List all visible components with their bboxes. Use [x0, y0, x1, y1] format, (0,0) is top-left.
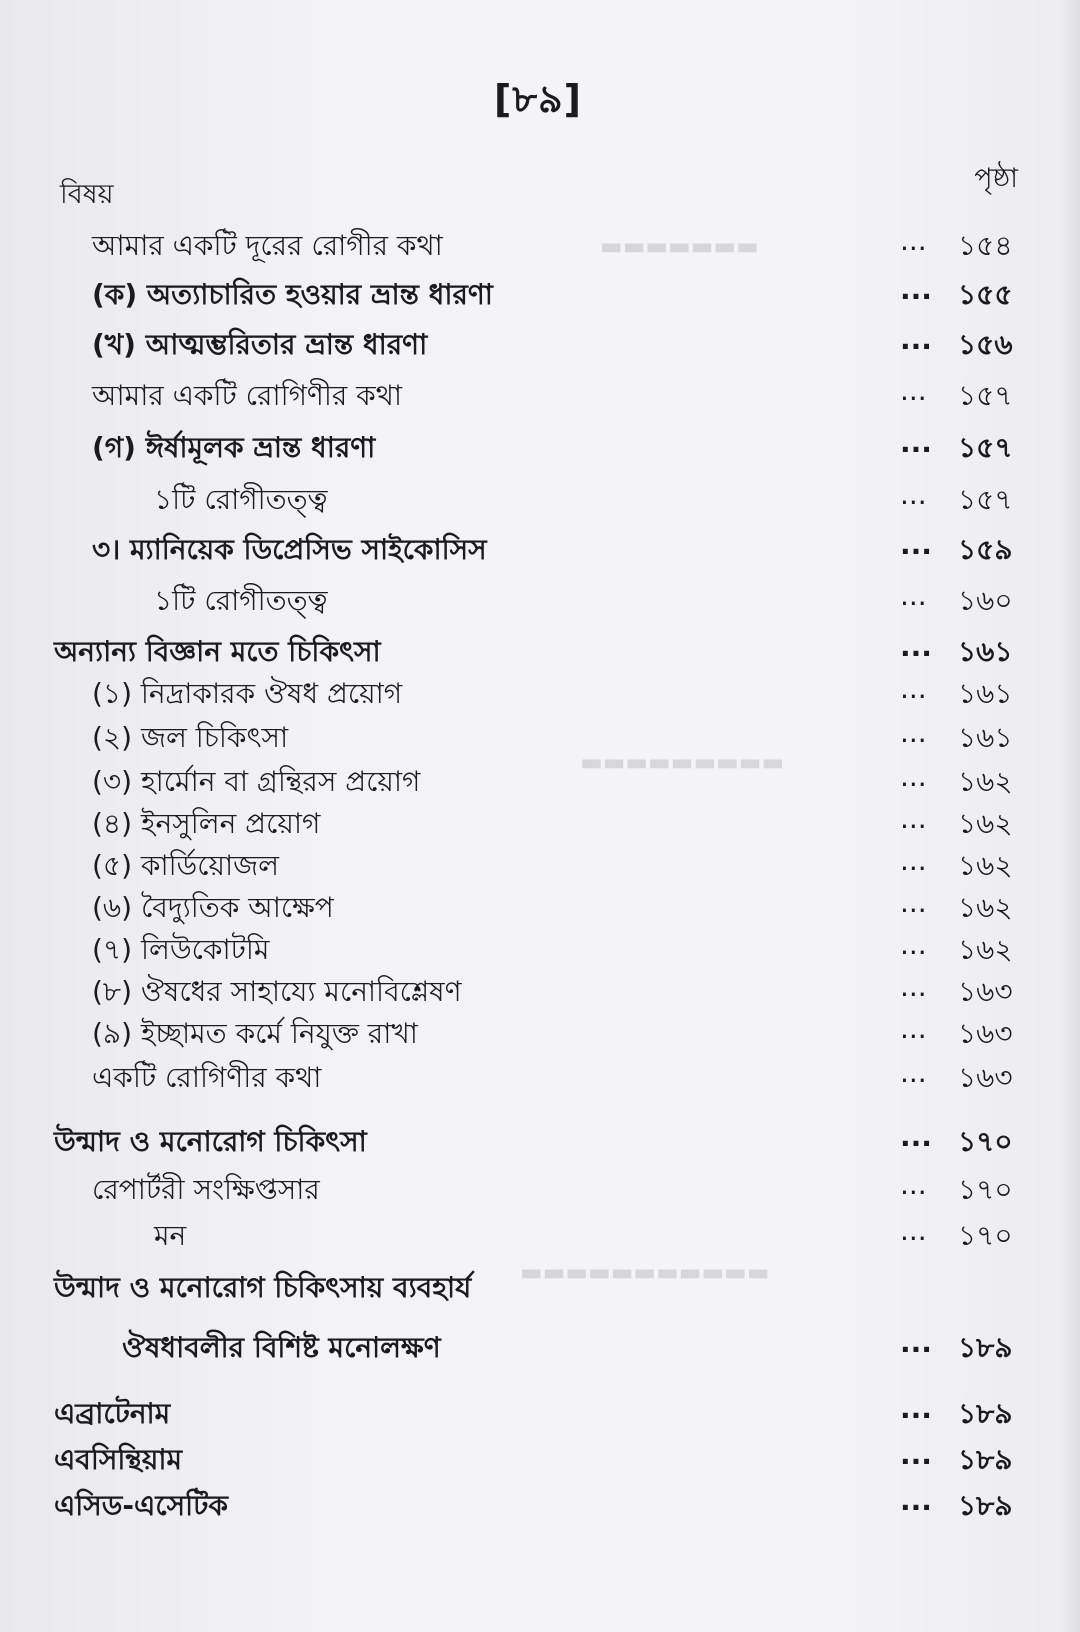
toc-entry-title: ৩। ম্যানিয়েক ডিপ্রেসিভ সাইকোসিস: [92, 533, 487, 566]
toc-entry-title: অন্যান্য বিজ্ঞান মতে চিকিৎসা: [54, 635, 381, 668]
toc-entry: [0, 970, 1080, 1010]
toc-leader: ...: [900, 672, 927, 705]
toc-entry-page: ১৫৭: [958, 431, 1013, 464]
toc-entry: [0, 1012, 1080, 1052]
toc-entry: [0, 224, 1080, 264]
toc-leader: ...: [900, 374, 927, 407]
toc-entry-page: ১৭০: [958, 1125, 1013, 1158]
toc-entry: [0, 844, 1080, 884]
toc-entry-page: ১৬৩: [958, 975, 1013, 1008]
toc-leader: ...: [900, 844, 927, 877]
toc-entry-title: (ক) অত্যাচারিত হওয়ার ভ্রান্ত ধারণা: [92, 278, 493, 311]
toc-entry: [0, 1392, 1080, 1432]
toc-entry-page: ১৭০: [958, 1219, 1013, 1252]
toc-entry: [0, 760, 1080, 800]
toc-entry-title: উন্মাদ ও মনোরোগ চিকিৎসায় ব্যবহার্য: [54, 1271, 472, 1304]
toc-entry-page: ১৮৯: [958, 1443, 1013, 1476]
column-heading-subject: বিষয়: [60, 179, 114, 210]
toc-entry: [0, 426, 1080, 466]
toc-entry-page: ১৮৯: [958, 1331, 1013, 1364]
toc-entry-title: (গ) ঈর্ষামূলক ভ্রান্ত ধারণা: [92, 431, 376, 464]
toc-entry-page: ১৮৯: [958, 1489, 1013, 1522]
toc-leader: ...: [900, 1168, 927, 1201]
toc-entry-title: এবসিন্থিয়াম: [54, 1443, 183, 1476]
toc-entry: [0, 802, 1080, 842]
toc-entry-title: ১টি রোগীতত্ত্ব: [154, 483, 328, 516]
page-number-mark: [৮৯]: [494, 77, 583, 121]
toc-leader: ...: [900, 1326, 932, 1359]
toc-entry-title: (২) জল চিকিৎসা: [92, 721, 289, 754]
toc-entry-title: (খ) আত্মম্ভরিতার ভ্রান্ত ধারণা: [92, 328, 428, 361]
bleed-through: ▬▬▬▬▬▬▬: [600, 232, 759, 260]
toc-leader: ...: [900, 886, 927, 919]
toc-entry: [0, 1120, 1080, 1160]
toc-entry-title: আমার একটি রোগিণীর কথা: [92, 379, 403, 412]
toc-entry: [0, 1056, 1080, 1096]
toc-entry-page: ১৬২: [958, 891, 1013, 924]
toc-entry-title: ১টি রোগীতত্ত্ব: [154, 584, 328, 617]
toc-entry-title: এসিড-এসেটিক: [54, 1489, 228, 1522]
toc-entry: [0, 630, 1080, 670]
toc-entry-page: ১৬১: [958, 721, 1013, 754]
toc-entry: [0, 928, 1080, 968]
toc-entry-page: ১৫৭: [958, 483, 1013, 516]
toc-entry-title: (১) নিদ্রাকারক ঔষধ প্রয়োগ: [92, 677, 403, 710]
toc-entry-page: ১৭০: [958, 1173, 1013, 1206]
toc-leader: ...: [900, 1012, 927, 1045]
toc-entry-page: ১৬১: [958, 677, 1013, 710]
toc-entry-title: (৭) লিউকোটমি: [92, 933, 270, 966]
toc-leader: ...: [900, 1392, 932, 1425]
toc-entry-title: আমার একটি দূরের রোগীর কথা: [92, 229, 443, 262]
toc-entry-page: ১৬২: [958, 933, 1013, 966]
toc-leader: ...: [900, 426, 932, 459]
toc-entry: [0, 323, 1080, 363]
toc-entry-page: ১৬২: [958, 765, 1013, 798]
toc-entry: [0, 1326, 1080, 1366]
toc-entry: [0, 579, 1080, 619]
toc-entry-title: রেপার্টরী সংক্ষিপ্তসার: [92, 1173, 320, 1206]
toc-leader: ...: [900, 323, 932, 356]
toc-entry: [0, 1484, 1080, 1524]
toc-leader: ...: [900, 1056, 927, 1089]
toc-leader: ...: [900, 1214, 927, 1247]
toc-entry: [0, 1214, 1080, 1254]
toc-leader: ...: [900, 273, 932, 306]
toc-leader: ...: [900, 716, 927, 749]
toc-entry: [0, 1438, 1080, 1478]
toc-entry-page: ১৮৯: [958, 1397, 1013, 1430]
toc-entry: [0, 478, 1080, 518]
toc-entry-title: (৩) হার্মোন বা গ্রন্থিরস প্রয়োগ: [92, 765, 421, 798]
toc-leader: ...: [900, 970, 927, 1003]
toc-entry: [0, 528, 1080, 568]
toc-entry-title: এব্রাটেনাম: [54, 1397, 171, 1430]
toc-entry: [0, 672, 1080, 712]
toc-entry-title: একটি রোগিণীর কথা: [92, 1061, 322, 1094]
toc-entry: [0, 1168, 1080, 1208]
toc-entry-page: ১৬১: [958, 635, 1013, 668]
toc-leader: ...: [900, 1438, 932, 1471]
toc-entry-page: ১৫৬: [958, 328, 1013, 361]
toc-entry: [0, 374, 1080, 414]
toc-leader: ...: [900, 224, 927, 257]
toc-entry-page: ১৬০: [958, 584, 1013, 617]
toc-entry-page: ১৬২: [958, 849, 1013, 882]
toc-entry: [0, 273, 1080, 313]
toc-entry-title: উন্মাদ ও মনোরোগ চিকিৎসা: [54, 1125, 367, 1158]
bleed-through: ▬▬▬▬▬▬▬▬▬▬▬: [520, 1258, 770, 1286]
toc-entry-page: ১৫৭: [958, 379, 1013, 412]
toc-entry-page: ১৬৩: [958, 1017, 1013, 1050]
toc-entry-page: ১৫৫: [958, 278, 1013, 311]
toc-leader: ...: [900, 478, 927, 511]
toc-entry-title: (৫) কার্ডিয়োজল: [92, 849, 280, 882]
toc-entry-title: মন: [154, 1219, 187, 1252]
toc-entry-page: ১৫৯: [958, 533, 1013, 566]
column-heading-page: পৃষ্ঠা: [974, 163, 1018, 194]
toc-entry-title: ঔষধাবলীর বিশিষ্ট মনোলক্ষণ: [122, 1331, 441, 1364]
toc-entry-title: (৬) বৈদ্যুতিক আক্ষেপ: [92, 891, 334, 924]
toc-leader: ...: [900, 1120, 932, 1153]
toc-leader: ...: [900, 528, 932, 561]
toc-entry-page: ১৫৪: [958, 229, 1013, 262]
bleed-through: ▬▬▬▬▬▬▬▬▬: [580, 748, 785, 776]
toc-leader: ...: [900, 928, 927, 961]
toc-leader: ...: [900, 630, 932, 663]
toc-leader: ...: [900, 802, 927, 835]
toc-entry-page: ১৬৩: [958, 1061, 1013, 1094]
toc-entry: [0, 1266, 1080, 1306]
toc-leader: ...: [900, 760, 927, 793]
toc-entry: [0, 886, 1080, 926]
toc-entry-page: ১৬২: [958, 807, 1013, 840]
toc-entry: [0, 716, 1080, 756]
toc-entry-title: (৯) ইচ্ছামত কর্মে নিযুক্ত রাখা: [92, 1017, 418, 1050]
toc-entry-title: (৮) ঔষধের সাহায্যে মনোবিশ্লেষণ: [92, 975, 462, 1008]
toc-leader: ...: [900, 1484, 932, 1517]
toc-entry-title: (৪) ইনসুলিন প্রয়োগ: [92, 807, 321, 840]
toc-leader: ...: [900, 579, 927, 612]
